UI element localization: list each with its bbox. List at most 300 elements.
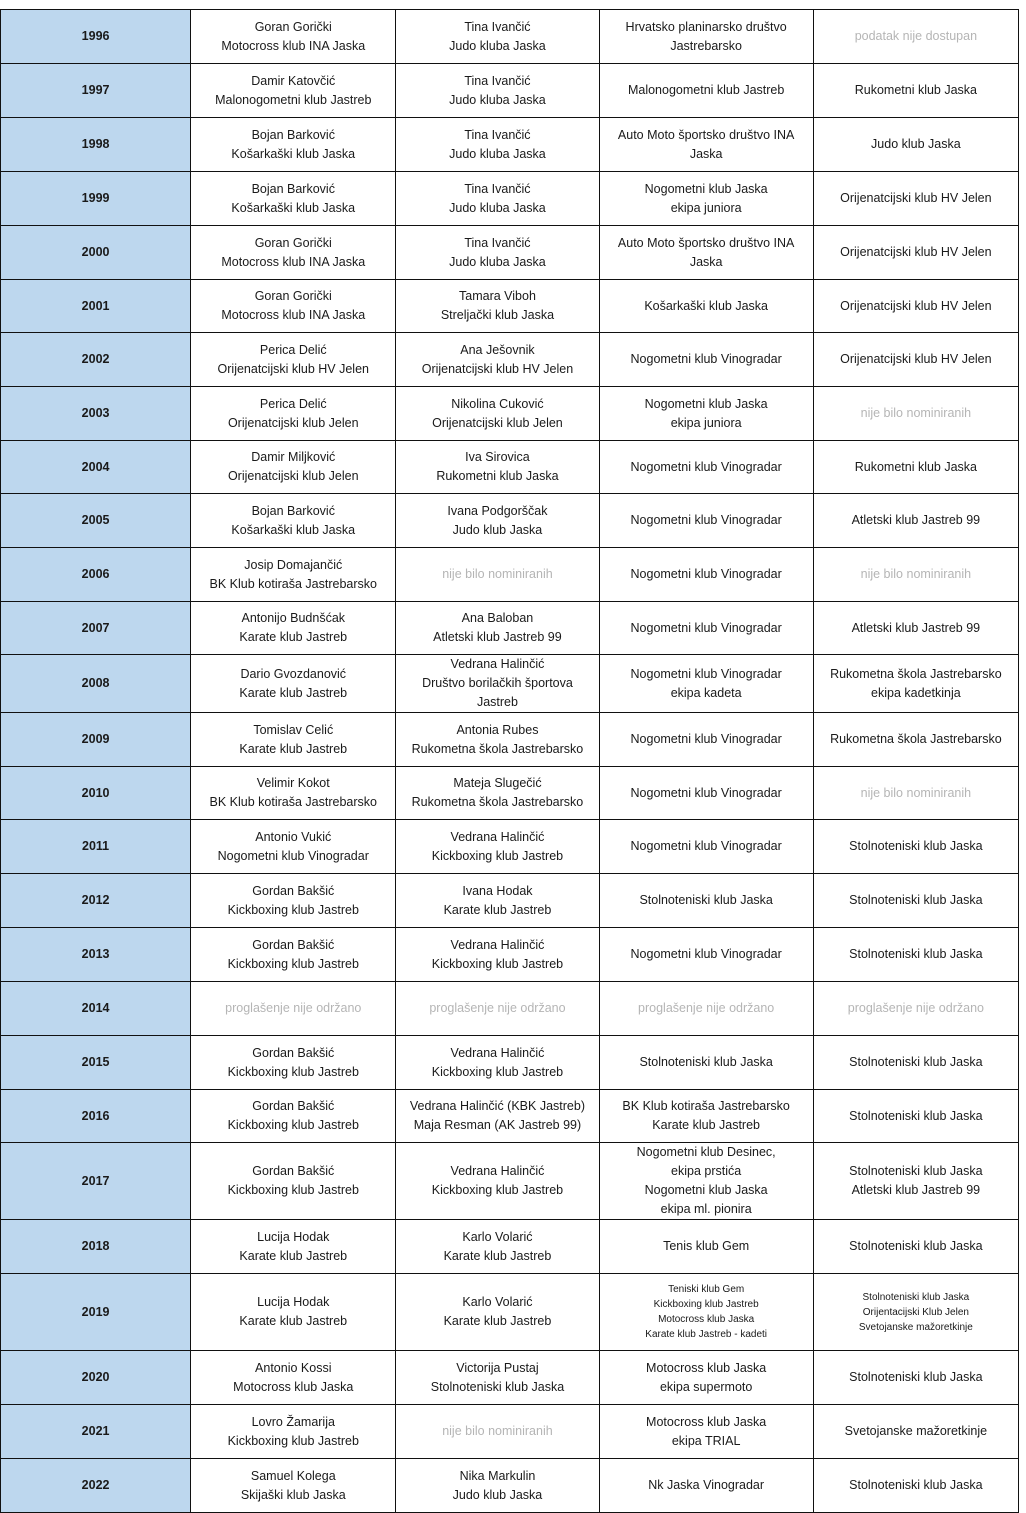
cell-line: Kickboxing klub Jastreb (653, 1299, 759, 1310)
awards-table (0, 9, 1019, 1513)
table-row (1, 441, 1019, 494)
cell-line: Kickboxing klub Jastreb (227, 1183, 359, 1197)
cell-line: Judo klub Jaska (871, 137, 961, 151)
male-athlete-cell (191, 602, 396, 655)
cell-line: Orijenatcijski klub Jelen (432, 415, 563, 430)
year-cell: 2009 (1, 713, 191, 767)
female-athlete-cell (396, 1036, 599, 1090)
cell-line: Stolnoteniski klub Jaska (639, 1055, 773, 1069)
male-athlete-cell (191, 226, 396, 280)
team-cell (599, 172, 813, 226)
club-cell (813, 928, 1018, 982)
cell-line: Bojan Barković (251, 181, 335, 196)
cell-line: Orijenatcijski klub HV Jelen (840, 245, 992, 259)
cell-line: Lovro Žamarija (251, 1414, 335, 1429)
cell-line: Nogometni klub Vinogradar (630, 459, 782, 474)
cell-line: Kickboxing klub Jastreb (227, 1433, 359, 1448)
male-athlete-cell (191, 874, 396, 928)
team-cell (599, 713, 813, 767)
team-cell (599, 548, 813, 602)
table-row (1, 226, 1019, 280)
team-cell (599, 10, 813, 64)
cell-line: Kickboxing klub Jastreb (431, 848, 564, 863)
year-cell: 1996 (1, 10, 191, 64)
cell-line: Košarkaški klub Jaska (231, 200, 356, 215)
cell-line: Antonijo Budnšćak (241, 611, 346, 625)
female-athlete-cell (396, 226, 599, 280)
table-row (1, 602, 1019, 655)
female-athlete-cell (396, 1143, 599, 1220)
team-cell (599, 602, 813, 655)
cell-line: Stolnoteniski klub Jaska (862, 1291, 970, 1303)
cell-line: Orijenatcijski klub HV Jelen (217, 361, 369, 376)
team-cell (599, 1220, 813, 1274)
cell-line: ekipa kadeta (670, 685, 742, 700)
table-row (1, 333, 1019, 387)
cell-line: Orijenatcijski klub Jelen (227, 469, 359, 483)
cell-line: Vedrana Halinčić (450, 937, 545, 952)
year-cell: 2002 (1, 333, 191, 387)
cell-line: Dario Gvozdanović (240, 666, 347, 681)
cell-line: Rukometna škola Jastrebarsko (411, 741, 584, 756)
female-athlete-cell (396, 982, 599, 1036)
club-cell (813, 820, 1018, 874)
cell-line: Stolnoteniski klub Jaska (849, 839, 983, 853)
cell-line: Perica Delić (259, 342, 327, 357)
male-athlete-cell (191, 928, 396, 982)
club-cell (813, 387, 1018, 441)
cell-line: ekipa TRIAL (671, 1433, 741, 1448)
cell-line: Goran Gorički (254, 19, 332, 34)
cell-line: Tina Ivančić (464, 19, 531, 34)
team-cell (599, 874, 813, 928)
team-cell (599, 1459, 813, 1513)
cell-line: Karate klub Jastreb (239, 630, 348, 644)
female-athlete-cell (396, 1090, 599, 1143)
club-cell (813, 982, 1018, 1036)
cell-line: Rukometna škola Jastrebarsko (830, 732, 1002, 746)
table-row (1, 494, 1019, 548)
cell-line: Nogometni klub Vinogradar (630, 666, 782, 681)
club-cell (813, 1459, 1018, 1513)
cell-line: Orijenatcijski klub HV Jelen (421, 361, 574, 376)
cell-line: Mateja Slugečić (453, 776, 542, 790)
cell-line: Auto Moto športsko društvo INA (617, 127, 795, 142)
year-cell: 2007 (1, 602, 191, 655)
cell-line: Bojan Barković (251, 127, 335, 142)
team-cell (599, 226, 813, 280)
team-cell (599, 928, 813, 982)
male-athlete-cell (191, 494, 396, 548)
male-athlete-cell (191, 982, 396, 1036)
table-row (1, 1220, 1019, 1274)
cell-line: Judo kluba Jaska (449, 200, 546, 215)
cell-line: Svetojanske mažoretkinje (858, 1321, 973, 1333)
team-cell (599, 1143, 813, 1220)
cell-line: Ivana Podgorščak (447, 503, 548, 518)
male-athlete-cell (191, 1274, 396, 1351)
male-athlete-cell (191, 1405, 396, 1459)
male-athlete-cell (191, 655, 396, 713)
cell-line: Atletski klub Jastreb 99 (851, 513, 981, 527)
cell-line: Karate klub Jastreb (239, 741, 348, 756)
female-athlete-cell (396, 64, 599, 118)
awards-table-body (1, 10, 1019, 1513)
table-row (1, 820, 1019, 874)
cell-line: Nogometni klub Vinogradar (630, 785, 782, 800)
cell-line: Damir Miljković (251, 450, 336, 464)
club-cell (813, 713, 1018, 767)
cell-line: Nogometni klub Desinec, (636, 1145, 776, 1159)
team-cell (599, 1351, 813, 1405)
cell-line: Antonio Vukić (255, 829, 332, 844)
year-cell: 2020 (1, 1351, 191, 1405)
cell-line: Kickboxing klub Jastreb (431, 956, 564, 971)
cell-line: Goran Gorički (254, 235, 332, 250)
cell-line: Orijenatcijski klub Jelen (227, 415, 359, 430)
cell-line: Lucija Hodak (257, 1295, 330, 1309)
cell-line: Motocross klub Jaska (646, 1360, 767, 1375)
male-athlete-cell (191, 548, 396, 602)
team-cell (599, 1036, 813, 1090)
cell-line: Karate klub Jastreb (443, 1314, 552, 1328)
club-cell (813, 1090, 1018, 1143)
table-row (1, 1090, 1019, 1143)
cell-line: Nogometni klub Vinogradar (630, 732, 782, 746)
year-cell: 2001 (1, 280, 191, 333)
cell-line: Stolnoteniski klub Jaska (849, 947, 983, 961)
female-athlete-cell (396, 172, 599, 226)
team-cell (599, 494, 813, 548)
female-athlete-cell (396, 280, 599, 333)
table-row (1, 928, 1019, 982)
cell-line: Antonia Rubes (456, 722, 539, 737)
cell-line: Iva Sirovica (465, 450, 530, 464)
team-cell (599, 767, 813, 820)
table-row (1, 1274, 1019, 1351)
cell-line: Malonogometni klub Jastreb (627, 83, 785, 97)
cell-line: ekipa supermoto (659, 1379, 753, 1394)
club-cell (813, 874, 1018, 928)
cell-line: proglašenje nije održano (638, 1001, 775, 1015)
year-cell: 2022 (1, 1459, 191, 1513)
table-row (1, 982, 1019, 1036)
cell-line: Gordan Bakšić (252, 937, 335, 952)
club-cell (813, 548, 1018, 602)
year-cell: 2021 (1, 1405, 191, 1459)
female-athlete-cell (396, 1405, 599, 1459)
cell-line: Damir Katovčić (251, 73, 336, 88)
cell-line: Judo kluba Jaska (449, 92, 546, 107)
year-cell: 2015 (1, 1036, 191, 1090)
table-row (1, 1143, 1019, 1220)
club-cell (813, 441, 1018, 494)
cell-line: Jaska (689, 146, 723, 161)
cell-line: Vedrana Halinčić (KBK Jastreb) (409, 1099, 585, 1113)
table-row (1, 172, 1019, 226)
cell-line: Antonio Kossi (255, 1360, 332, 1375)
female-athlete-cell (396, 820, 599, 874)
male-athlete-cell (191, 441, 396, 494)
male-athlete-cell (191, 1220, 396, 1274)
cell-line: nije bilo nominiranih (860, 785, 972, 800)
cell-line: Jastrebarsko (670, 38, 742, 53)
cell-line: Vedrana Halinčić (450, 1045, 545, 1060)
year-cell: 2014 (1, 982, 191, 1036)
cell-line: Motocross klub Jaska (646, 1414, 767, 1429)
cell-line: Motocross klub INA Jaska (221, 308, 366, 322)
cell-line: Košarkaški klub Jaska (231, 146, 356, 161)
male-athlete-cell (191, 118, 396, 172)
club-cell (813, 10, 1018, 64)
cell-line: Goran Gorički (254, 289, 332, 303)
club-cell (813, 494, 1018, 548)
cell-line: Skijaški klub Jaska (240, 1487, 346, 1502)
cell-line: Tamara Viboh (459, 289, 536, 303)
cell-line: Ana Baloban (461, 611, 534, 625)
table-row (1, 1351, 1019, 1405)
cell-line: Stolnoteniski klub Jaska (639, 893, 773, 907)
male-athlete-cell (191, 172, 396, 226)
cell-line: Nika Markulin (459, 1468, 536, 1483)
cell-line: nije bilo nominiranih (442, 1424, 553, 1438)
cell-line: Streljački klub Jaska (440, 308, 555, 322)
cell-line: Orijenatcijski klub HV Jelen (840, 298, 992, 313)
male-athlete-cell (191, 280, 396, 333)
cell-line: Gordan Bakšić (252, 1164, 335, 1178)
team-cell (599, 387, 813, 441)
cell-line: nije bilo nominiranih (860, 567, 972, 581)
cell-line: Rukometni klub Jaska (436, 469, 559, 483)
male-athlete-cell (191, 1143, 396, 1220)
team-cell (599, 1274, 813, 1351)
year-cell: 2011 (1, 820, 191, 874)
cell-line: Rukometna škola Jastrebarsko (411, 795, 584, 809)
year-cell: 2003 (1, 387, 191, 441)
table-row (1, 118, 1019, 172)
female-athlete-cell (396, 767, 599, 820)
cell-line: Ivana Hodak (462, 883, 533, 898)
year-cell: 2012 (1, 874, 191, 928)
year-cell: 2010 (1, 767, 191, 820)
club-cell (813, 655, 1018, 713)
cell-line: Judo klub Jaska (452, 1487, 543, 1502)
year-cell: 1999 (1, 172, 191, 226)
cell-line: Orijenatcijski klub HV Jelen (840, 352, 992, 366)
team-cell (599, 1090, 813, 1143)
female-athlete-cell (396, 1220, 599, 1274)
cell-line: Vedrana Halinčić (450, 657, 545, 671)
cell-line: Judo kluba Jaska (449, 38, 546, 53)
cell-line: Kickboxing klub Jastreb (431, 1064, 564, 1079)
cell-line: nije bilo nominiranih (442, 567, 553, 581)
cell-line: Karate klub Jastreb (652, 1118, 760, 1132)
table-row (1, 767, 1019, 820)
cell-line: Maja Resman (AK Jastreb 99) (413, 1118, 582, 1132)
table-row (1, 1036, 1019, 1090)
cell-line: Rukometni klub Jaska (854, 459, 978, 474)
cell-line: Perica Delić (259, 396, 327, 411)
cell-line: Nogometni klub Jaska (644, 181, 768, 196)
year-cell: 2018 (1, 1220, 191, 1274)
male-athlete-cell (191, 1351, 396, 1405)
female-athlete-cell (396, 1274, 599, 1351)
cell-line: Gordan Bakšić (252, 883, 335, 898)
male-athlete-cell (191, 820, 396, 874)
male-athlete-cell (191, 767, 396, 820)
cell-line: Stolnoteniski klub Jaska (849, 1239, 983, 1253)
cell-line: ekipa kadetkinja (871, 685, 961, 700)
cell-line: BK Klub kotiraša Jastrebarsko (622, 1099, 790, 1113)
club-cell (813, 333, 1018, 387)
female-athlete-cell (396, 548, 599, 602)
cell-line: Nogometni klub Jaska (644, 396, 768, 411)
cell-line: Karate klub Jastreb (239, 1314, 348, 1328)
cell-line: Gordan Bakšić (252, 1045, 335, 1060)
cell-line: Teniski klub Gem (668, 1284, 745, 1295)
cell-line: Judo kluba Jaska (449, 146, 546, 161)
team-cell (599, 655, 813, 713)
cell-line: nije bilo nominiranih (860, 406, 972, 420)
year-cell: 2008 (1, 655, 191, 713)
cell-line: ekipa juniora (670, 200, 742, 215)
female-athlete-cell (396, 655, 599, 713)
female-athlete-cell (396, 441, 599, 494)
female-athlete-cell (396, 874, 599, 928)
club-cell (813, 1036, 1018, 1090)
cell-line: proglašenje nije održano (429, 1001, 566, 1015)
club-cell (813, 280, 1018, 333)
cell-line: proglašenje nije održano (225, 1001, 362, 1015)
cell-line: Ana Ješovnik (460, 342, 535, 357)
cell-line: Nogometni klub Vinogradar (630, 567, 782, 581)
year-cell: 2000 (1, 226, 191, 280)
table-row (1, 548, 1019, 602)
team-cell (599, 1405, 813, 1459)
cell-line: Kickboxing klub Jastreb (227, 1064, 359, 1079)
club-cell (813, 602, 1018, 655)
cell-line: Hrvatsko planinarsko društvo (625, 19, 787, 34)
cell-line: Kickboxing klub Jastreb (227, 956, 359, 971)
year-cell: 2006 (1, 548, 191, 602)
team-cell (599, 982, 813, 1036)
table-row (1, 713, 1019, 767)
cell-line: Nogometni klub Vinogradar (217, 848, 369, 863)
cell-line: Jastreb (476, 695, 518, 709)
team-cell (599, 820, 813, 874)
cell-line: Atletski klub Jastreb 99 (433, 630, 562, 644)
cell-line: Stolnoteniski klub Jaska (849, 1164, 983, 1178)
year-cell: 1998 (1, 118, 191, 172)
club-cell (813, 1220, 1018, 1274)
cell-line: Karate klub Jastreb (239, 685, 348, 700)
table-row (1, 387, 1019, 441)
cell-line: Motocross klub Jaska (233, 1379, 354, 1394)
year-cell: 2013 (1, 928, 191, 982)
cell-line: Velimir Kokot (256, 776, 330, 790)
cell-line: Stolnoteniski klub Jaska (849, 1478, 983, 1492)
club-cell (813, 226, 1018, 280)
table-row (1, 1405, 1019, 1459)
cell-line: Josip Domajančić (244, 557, 343, 572)
cell-line: Nogometni klub Vinogradar (630, 947, 782, 961)
cell-line: Društvo borilačkih športova (422, 676, 573, 690)
female-athlete-cell (396, 713, 599, 767)
cell-line: Tina Ivančić (464, 181, 531, 196)
cell-line: Tina Ivančić (464, 127, 531, 142)
table-row (1, 280, 1019, 333)
year-cell: 2004 (1, 441, 191, 494)
cell-line: Victorija Pustaj (456, 1360, 539, 1375)
male-athlete-cell (191, 387, 396, 441)
cell-line: Kickboxing klub Jastreb (227, 902, 359, 917)
club-cell (813, 64, 1018, 118)
cell-line: podatak nije dostupan (854, 29, 978, 43)
table-row (1, 1459, 1019, 1513)
club-cell (813, 1274, 1018, 1351)
cell-line: Nogometni klub Vinogradar (630, 839, 782, 853)
club-cell (813, 767, 1018, 820)
year-cell: 2017 (1, 1143, 191, 1220)
cell-line: Motocross klub Jaska (658, 1314, 755, 1325)
table-row (1, 655, 1019, 713)
cell-line: Nogometni klub Jaska (644, 1183, 768, 1197)
female-athlete-cell (396, 1459, 599, 1513)
table-row (1, 874, 1019, 928)
cell-line: Nk Jaska Vinogradar (648, 1478, 765, 1492)
team-cell (599, 333, 813, 387)
cell-line: Atletski klub Jastreb 99 (851, 1183, 981, 1197)
cell-line: Karate klub Jastreb - kadeti (645, 1329, 768, 1340)
cell-line: Karate klub Jastreb (443, 1248, 552, 1263)
female-athlete-cell (396, 602, 599, 655)
male-athlete-cell (191, 333, 396, 387)
club-cell (813, 1143, 1018, 1220)
cell-line: Stolnoteniski klub Jaska (849, 893, 983, 907)
cell-line: Tina Ivančić (464, 235, 531, 250)
cell-line: Vedrana Halinčić (450, 1164, 545, 1178)
cell-line: Orijentacijski Klub Jelen (862, 1306, 969, 1318)
cell-line: Tenis klub Gem (663, 1239, 750, 1253)
cell-line: BK Klub kotiraša Jastrebarsko (209, 795, 377, 809)
cell-line: Svetojanske mažoretkinje (844, 1424, 988, 1438)
cell-line: Karlo Volarić (462, 1295, 533, 1309)
cell-line: Tina Ivančić (464, 73, 531, 88)
female-athlete-cell (396, 1351, 599, 1405)
cell-line: Bojan Barković (251, 503, 335, 518)
cell-line: Motocross klub INA Jaska (221, 38, 366, 53)
cell-line: Vedrana Halinčić (450, 829, 545, 844)
club-cell (813, 1405, 1018, 1459)
cell-line: BK Klub kotiraša Jastrebarsko (209, 576, 377, 591)
male-athlete-cell (191, 1090, 396, 1143)
cell-line: Tomislav Celić (253, 722, 334, 737)
male-athlete-cell (191, 713, 396, 767)
cell-line: Gordan Bakšić (252, 1099, 335, 1113)
table-row (1, 64, 1019, 118)
cell-line: Lucija Hodak (257, 1229, 330, 1244)
cell-line: Samuel Kolega (250, 1468, 336, 1483)
cell-line: Stolnoteniski klub Jaska (849, 1055, 983, 1069)
team-cell (599, 118, 813, 172)
cell-line: Orijenatcijski klub HV Jelen (840, 191, 992, 205)
cell-line: Jaska (689, 254, 723, 269)
cell-line: Kickboxing klub Jastreb (431, 1183, 564, 1197)
cell-line: Atletski klub Jastreb 99 (851, 620, 981, 635)
year-cell: 2019 (1, 1274, 191, 1351)
table-row (1, 10, 1019, 64)
cell-line: ekipa prstića (671, 1164, 742, 1178)
